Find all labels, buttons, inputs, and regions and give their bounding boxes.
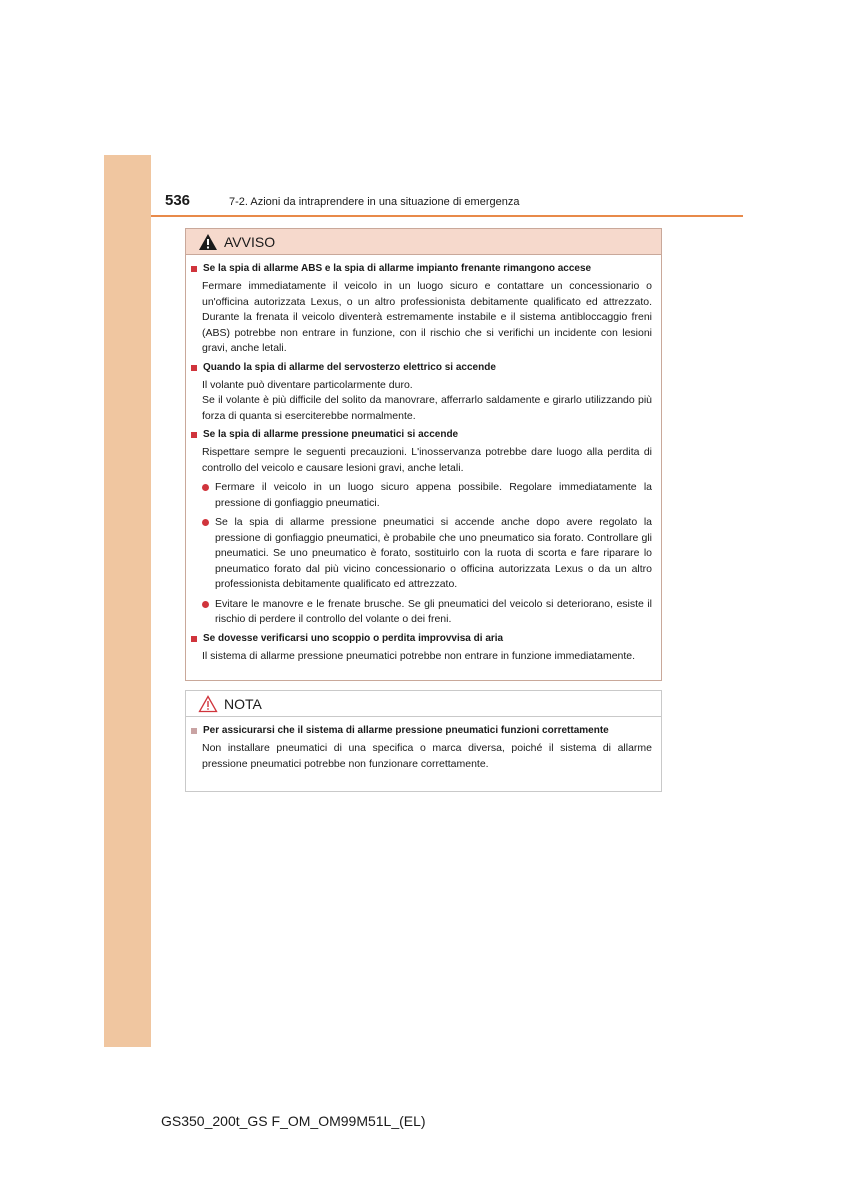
round-bullet-icon (202, 519, 209, 526)
warning-title: AVVISO (224, 233, 276, 250)
warning-body (186, 255, 661, 664)
warning-box (185, 228, 662, 681)
warning-header (186, 229, 661, 255)
square-bullet-icon (191, 266, 197, 272)
square-bullet-icon (191, 432, 197, 438)
warning-item-text: Fermare immediatamente il veicolo in un luogo sicuro e contattare un concessionario o un'officina autorizzata Lexus, o un altro professionista debitamente qualificato ed attrezzato. Durante la frenata il veicolo diventerà estremamente instabile e il sistema antibloccaggio freni (ABS) potrebbe non entrare in funzione, con il rischio che si verifichi un incidente con lesioni gravi, anche letali. (202, 280, 652, 354)
note-text: Non installare pneumatici di una specifica o marca diversa, poiché il sistema di allarme pressione pneumatici potrebbe non funzionare correttamente. (202, 742, 652, 770)
square-bullet-icon (191, 365, 197, 371)
note-header (186, 691, 661, 717)
warning-triangle-icon (198, 233, 218, 251)
bullet-item: Evitare le manovre e le frenate brusche. Se gli pneumatici del veicolo si deteriorano, esiste il rischio di perdere il controllo del volante o dei freni. (202, 597, 652, 628)
header-rule (151, 215, 743, 217)
section-title: 7-2. Azioni da intraprendere in una situazione di emergenza (229, 196, 520, 208)
warning-item-heading: Se la spia di allarme ABS e la spia di allarme impianto frenante rimangono accese (191, 262, 652, 276)
footer-code: GS350_200t_GS F_OM_OM99M51L_(EL) (161, 1113, 426, 1129)
warning-item-text: Il sistema di allarme pressione pneumatici potrebbe non entrare in funzione immediatamente. (202, 649, 636, 662)
note-box (185, 690, 662, 792)
note-title: NOTA (224, 695, 262, 712)
note-body (186, 717, 661, 772)
round-bullet-icon (202, 601, 209, 608)
warning-item-text: Se il volante è più difficile del solito da manovrare, afferrarlo saldamente e girarlo utilizzando più forza di quanta si eserciterebbe normalmente. (202, 394, 652, 422)
warning-item-heading: Se dovesse verificarsi uno scoppio o perdita improvvisa di aria (191, 632, 652, 646)
round-bullet-icon (202, 484, 209, 491)
bullet-item: Se la spia di allarme pressione pneumatici si accende anche dopo avere regolato la pressione di gonfiaggio pneumatici, è probabile che uno pneumatico sia forato. Controllare gli pneumatici. Se uno pneumatico è forato, sostituirlo con la ruota di scorta e fare riparare lo pneumatico forato dal più vicino concessionario o officina autorizzata Lexus o da un altro professionista debitamente qualificato ed attrezzato. (202, 515, 652, 593)
warning-item-heading: Quando la spia di allarme del servosterzo elettrico si accende (191, 361, 652, 375)
square-bullet-icon (191, 636, 197, 642)
warning-item-text: Il volante può diventare particolarmente duro. (202, 378, 413, 391)
warning-item-heading: Se la spia di allarme pressione pneumatici si accende (191, 428, 652, 442)
page-number: 536 (165, 192, 191, 209)
square-bullet-icon (191, 728, 197, 734)
side-color-band (104, 155, 151, 1047)
warning-item-text: Rispettare sempre le seguenti precauzioni. L'inosservanza potrebbe dare luogo alla perdita di controllo del veicolo e causare lesioni gravi, anche letali. (202, 446, 652, 474)
caution-triangle-icon (198, 695, 218, 713)
note-heading: Per assicurarsi che il sistema di allarme pressione pneumatici funzioni correttamente (191, 724, 652, 738)
bullet-item: Fermare il veicolo in un luogo sicuro appena possibile. Regolare immediatamente la pressione di gonfiaggio pneumatici. (202, 480, 652, 511)
